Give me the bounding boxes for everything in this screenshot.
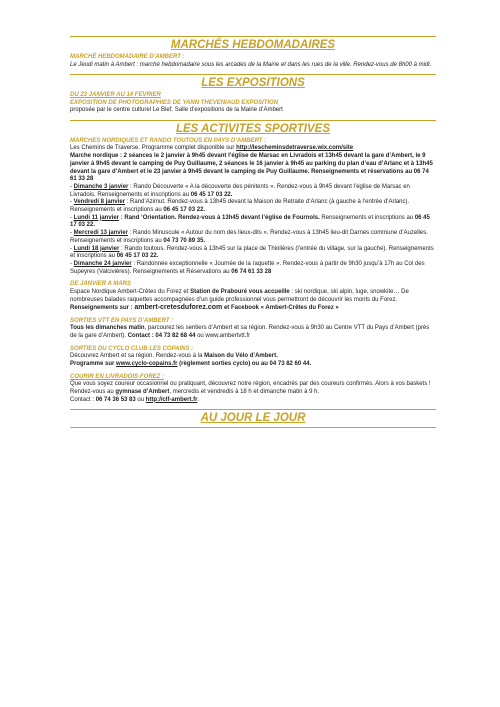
nordic-item-text: : Rand ‘Orientation. Rendez-vous à 13h45 devant l’église de Fournols. — [119, 214, 320, 221]
courir-text-b: , mercredis et vendredis à 18 h et dimanche matin à 9 h. — [169, 388, 320, 395]
nordic-item-text: : Rando Minuscule « Autour du nom des lieux-dits ». Rendez-vous à 13h45 lieu-dit Darnes commune d’Auzelles. Renseignements et inscriptions au — [70, 230, 428, 244]
ski-subtitle: DE JANVIER A MARS — [70, 281, 131, 288]
nordic-schedule: Marche nordique : 2 séances le 2 janvier à 9h45 devant l’église de Marsac en Livradois et 13h45 devant la gare d’Ambert, le 9 janvier à 9h45 devant le camping de Puy Guillaume, 2 séances le 16 janvier à 9h45 au parking du plan d’eau d’Arlanc et à 13h45 devant la gare d’Ambert et le 23 janvier à 9h45 devant le camping de Puy Guillaume. Renseignements et réservations au 06 74 61 33 28 — [70, 153, 433, 183]
nordic-item: - Mercredi 13 janvier : Rando Minuscule « Autour du nom des lieux-dits ». Rendez-vous à 13h45 lieu-dit Darnes commune d’Auzelles. Renseignements et inscriptions au 04 73 70 89 35. — [70, 230, 428, 244]
nordic-item-phone: 06 45 17 03 22. — [190, 191, 233, 198]
section-rule — [70, 74, 436, 75]
vtt-block — [70, 318, 436, 341]
courir-contact — [70, 397, 436, 405]
expo-name: EXPOSITION DE PHOTOGRAPHIES DE YANN THEVENIAUD EXPOSITION — [70, 99, 279, 106]
nordic-item-date: Dimanche 3 janvier — [73, 183, 129, 190]
nordic-item-phone: 06 74 61 33 28 — [231, 268, 272, 275]
ski-block — [70, 281, 436, 313]
cyclo-prog-b: (règlement sorties cyclo) ou au 04 73 82 60 44. — [177, 361, 312, 368]
courir-contact-end: . — [197, 396, 200, 403]
section-title-jour: AU JOUR LE JOUR — [200, 412, 306, 425]
cyclo-text-a: Découvrez Ambert et sa région. Rendez-vous à la — [70, 353, 205, 360]
vtt-text — [70, 325, 436, 340]
nordic-item-phone: 06 45 17 03 22. — [116, 253, 159, 260]
nordic-block — [70, 138, 436, 276]
vtt-site: ou www.ambertvtt.fr — [195, 333, 251, 340]
expo-text: proposée par le centre culturel Le Bief. Salle d’expositions de la Mairie d’Ambert — [70, 107, 283, 114]
courir-subtitle: COURIR EN LIVRADOIS-FOREZ : — [70, 373, 164, 380]
section-rule — [70, 409, 436, 410]
cyclo-subtitle: SORTIES DU CYCLO CLUB LES COPAINS : — [70, 345, 194, 352]
nordic-item-text: : Rando Découverte « A la découverte des pénitents ». Rendez-vous à 9h45 devant l’église de Marsac en Livradois. Renseignements et inscriptions au — [70, 183, 410, 198]
section-title-expositions: LES EXPOSITIONS — [201, 77, 305, 90]
courir-place: gymnase d’Ambert — [115, 388, 170, 395]
cyclo-prog-a: Programme sur — [70, 361, 117, 368]
vtt-contact: Contact : 04 73 82 68 44 — [127, 333, 196, 340]
nordic-subtitle: MARCHES NORDIQUES ET RANDO TOUTOUS EN PAYS D’AMBERT : — [70, 137, 267, 144]
vtt-body: , parcourez les sentiers d’Ambert et sa région. Rendez-vous à 9h30 au Centre VTT du Pays d’Ambert (près de la gare d’Ambert). — [70, 325, 430, 340]
cyclo-place: Maison du Vélo d’Ambert. — [204, 353, 278, 360]
ski-text — [70, 289, 436, 304]
cyclo-link[interactable]: www.cyclo-copains.fr — [116, 361, 178, 368]
nordic-item: - Lundi 11 janvier : Rand ‘Orientation. Rendez-vous à 13h45 devant l’église de Fournols. Renseignements et inscriptions au 06 45 17 03 22. — [70, 214, 430, 229]
chemins-link[interactable]: http://lescheminsdetraverse.wix.com/site — [236, 145, 354, 152]
nordic-item-phone: 04 73 70 89 35. — [163, 237, 206, 244]
nordic-intro-text: Les Chemins de Traverse. Programme complet disponible sur — [70, 145, 237, 152]
vtt-subtitle: SORTIES VTT EN PAYS D’AMBERT : — [70, 317, 174, 324]
nordic-item-date: Lundi 11 janvier — [73, 214, 120, 221]
clf-link[interactable]: http://clf-ambert.fr — [145, 396, 198, 403]
courir-contact-b: ou — [135, 396, 146, 403]
section-rule — [70, 120, 436, 121]
nordic-item: - Dimanche 24 janvier : Randonnée exceptionnelle « Journée de la raquette ». Rendez-vous à partir de 9h30 jusqu’à 17h au Col des Supeyres (Valcivières). Renseignements et Réservations au 06 74 61 33 28 — [70, 260, 425, 275]
vtt-lead: Tous les dimanches matin — [70, 325, 145, 332]
courir-phone: 06 74 36 53 83 — [95, 396, 136, 403]
courir-block — [70, 374, 436, 405]
cyclo-program — [70, 361, 436, 369]
nordic-item-text: : Rando toutous. Rendez-vous à 13h45 sur la place de Thiolières (l’entrée du village, sur la gauche). Renseignements et inscriptions au — [70, 245, 434, 260]
ski-info-tail: et Facebook « Ambert-Crêtes du Forez » — [222, 305, 339, 312]
nordic-item-phone: 06 45 17 03 22. — [163, 207, 206, 214]
nordic-item-text: : Randonnée exceptionnelle « Journée de la raquette ». Rendez-vous à partir de 9h30 jusqu’à 17h au Col des Supeyres (Valcivières). Renseignements et Réservations au — [70, 260, 425, 275]
marche-subtitle: MARCHÉ HEBDOMADAIRE D’AMBERT : — [70, 54, 185, 60]
nordic-item-date: Mercredi 13 janvier — [73, 230, 129, 237]
nordic-item-date: Vendredi 8 janvier — [73, 199, 126, 206]
nordic-item: - Vendredi 8 janvier : Rand’Azimut. Rendez-vous à 13h45 devant la Maison de Retraite d’Arlanc (à gauche à l’entrée d’Arlanc). Renseignements et inscriptions au 06 45 17 03 22. — [70, 199, 410, 214]
cyclo-block — [70, 346, 436, 369]
nordic-intro — [70, 145, 436, 153]
section-rule — [70, 427, 436, 428]
nordic-item-date: Lundi 18 janvier — [73, 245, 120, 252]
nordic-item-phone: 06 45 17 03 22. — [70, 214, 430, 229]
ski-info — [70, 304, 436, 313]
ski-station: Station de Prabouré vous accueille — [190, 288, 290, 295]
ski-info-label: Renseignements sur : — [70, 305, 135, 312]
courir-text — [70, 381, 436, 396]
section-title-sports: LES ACTIVITES SPORTIVES — [175, 122, 330, 135]
ski-info-site: ambert-cretesduforez.com — [134, 304, 223, 312]
expo-dates: DU 23 JANVIER AU 14 FEVRIER — [70, 92, 161, 99]
cyclo-text — [70, 353, 436, 361]
ski-text-b: : ski nordique, ski alpin, luge, snowkite… De nombreuses balades raquettes accompagnées d’un guide professionnel vous permettront de découvrir les monts du Forez. — [70, 288, 409, 303]
section-title-marches: MARCHÉS HEBDOMADAIRES — [170, 39, 336, 51]
nordic-item-tail: Renseignements et inscriptions au — [319, 214, 415, 221]
nordic-item: - Dimanche 3 janvier : Rando Découverte « A la découverte des pénitents ». Rendez-vous à 9h45 devant l’église de Marsac en Livradois. Renseignements et inscriptions au 06 45 17 03 22. — [70, 183, 410, 198]
section-rule — [70, 36, 436, 37]
marche-text: Le Jeudi matin à Ambert : marché hebdomadaire sous les arcades de la Mairie et dans les rues de la ville. Rendez-vous de 8h00 à midi. — [70, 61, 432, 68]
document-page — [70, 36, 436, 428]
nordic-item-text: : Rand’Azimut. Rendez-vous à 13h45 devant la Maison de Retraite d’Arlanc (à gauche à l’entrée d’Arlanc). Renseignements et inscriptions au — [70, 199, 410, 214]
nordic-item: - Lundi 18 janvier : Rando toutous. Rendez-vous à 13h45 sur la place de Thiolières (l’entrée du village, sur la gauche). Renseignements et inscriptions au 06 45 17 03 22. — [70, 245, 434, 260]
ski-text-a: Espace Nordique Ambert-Crêtes du Forez et — [70, 288, 191, 295]
nordic-item-date: Dimanche 24 janvier — [73, 260, 132, 267]
courir-contact-a: Contact : — [70, 396, 96, 403]
courir-text-a: Que vous soyez coureur occasionnel ou pratiquant, découvrez notre région, encadrés par des coureurs confirmés. Alors à vos baskets ! Rendez-vous au — [70, 381, 431, 395]
